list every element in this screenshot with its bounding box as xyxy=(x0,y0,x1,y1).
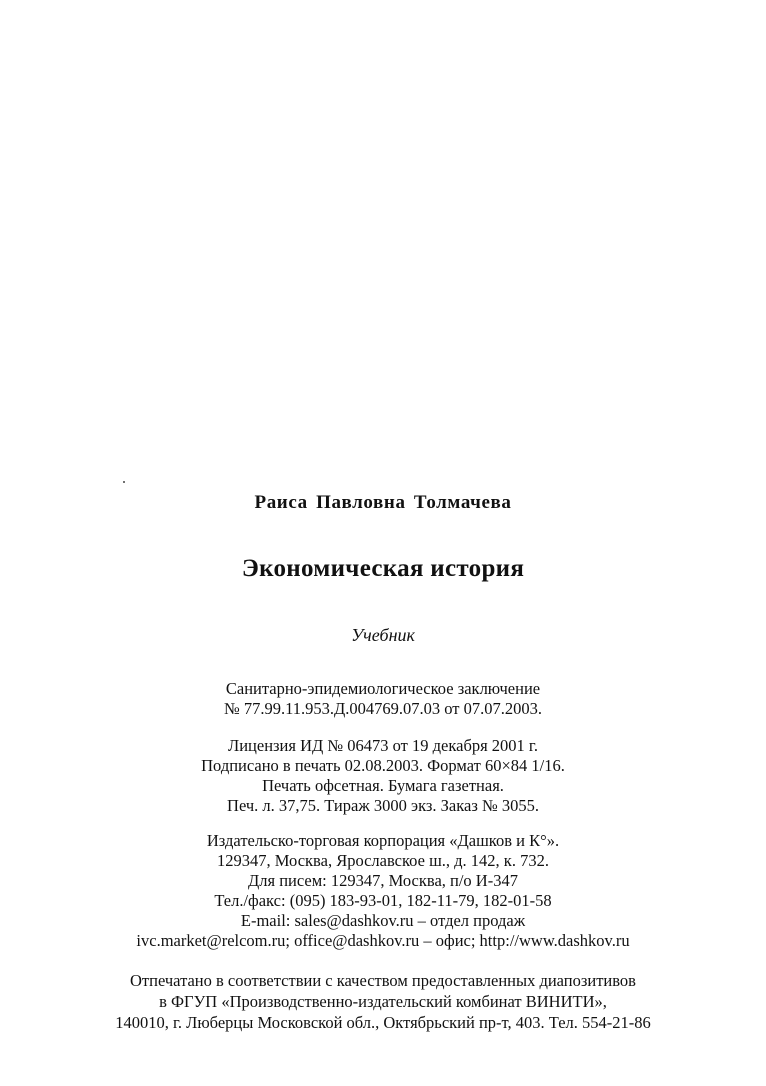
sanitary-line: № 77.99.11.953.Д.004769.07.03 от 07.07.2003. xyxy=(223,699,542,718)
license-line: Лицензия ИД № 06473 от 19 декабря 2001 г. xyxy=(228,736,538,755)
printed-line: Отпечатано в соответствии с качеством предоставленных диапозитивов xyxy=(130,971,636,990)
publisher-line: Для писем: 129347, Москва, п/о И-347 xyxy=(248,871,518,890)
sanitary-line: Санитарно-эпидемиологическое заключение xyxy=(225,679,541,698)
print-speck xyxy=(123,481,125,483)
book-subtitle: Учебник xyxy=(351,625,415,645)
publisher-line: Издательско-торговая корпорация «Дашков и К°». xyxy=(206,831,560,850)
printed-line: в ФГУП «Производственно-издательский комбинат ВИНИТИ», xyxy=(159,992,607,1011)
publisher-line: Тел./факс: (095) 183-93-01, 182-11-79, 182-01-58 xyxy=(214,891,552,910)
publisher-line: ivc.market@relcom.ru; office@dashkov.ru – офис; http://www.dashkov.ru xyxy=(136,931,630,950)
license-block xyxy=(0,736,766,816)
printed-line: 140010, г. Люберцы Московской обл., Октябрьский пр-т, 403. Тел. 554-21-86 xyxy=(115,1013,651,1032)
license-line: Подписано в печать 02.08.2003. Формат 60×84 1/16. xyxy=(201,756,565,775)
author-name: Раиса Павловна Толмачева xyxy=(254,492,512,513)
publisher-block xyxy=(0,831,766,951)
printing-house-block xyxy=(0,970,766,1033)
publisher-line: 129347, Москва, Ярославское ш., д. 142, к. 732. xyxy=(217,851,549,870)
sanitary-conclusion-block xyxy=(0,679,766,719)
license-line: Печать офсетная. Бумага газетная. xyxy=(262,776,504,795)
license-line: Печ. л. 37,75. Тираж 3000 экз. Заказ № 3055. xyxy=(227,796,539,815)
book-title: Экономическая история xyxy=(241,555,525,582)
publisher-line: E-mail: sales@dashkov.ru – отдел продаж xyxy=(240,911,526,930)
